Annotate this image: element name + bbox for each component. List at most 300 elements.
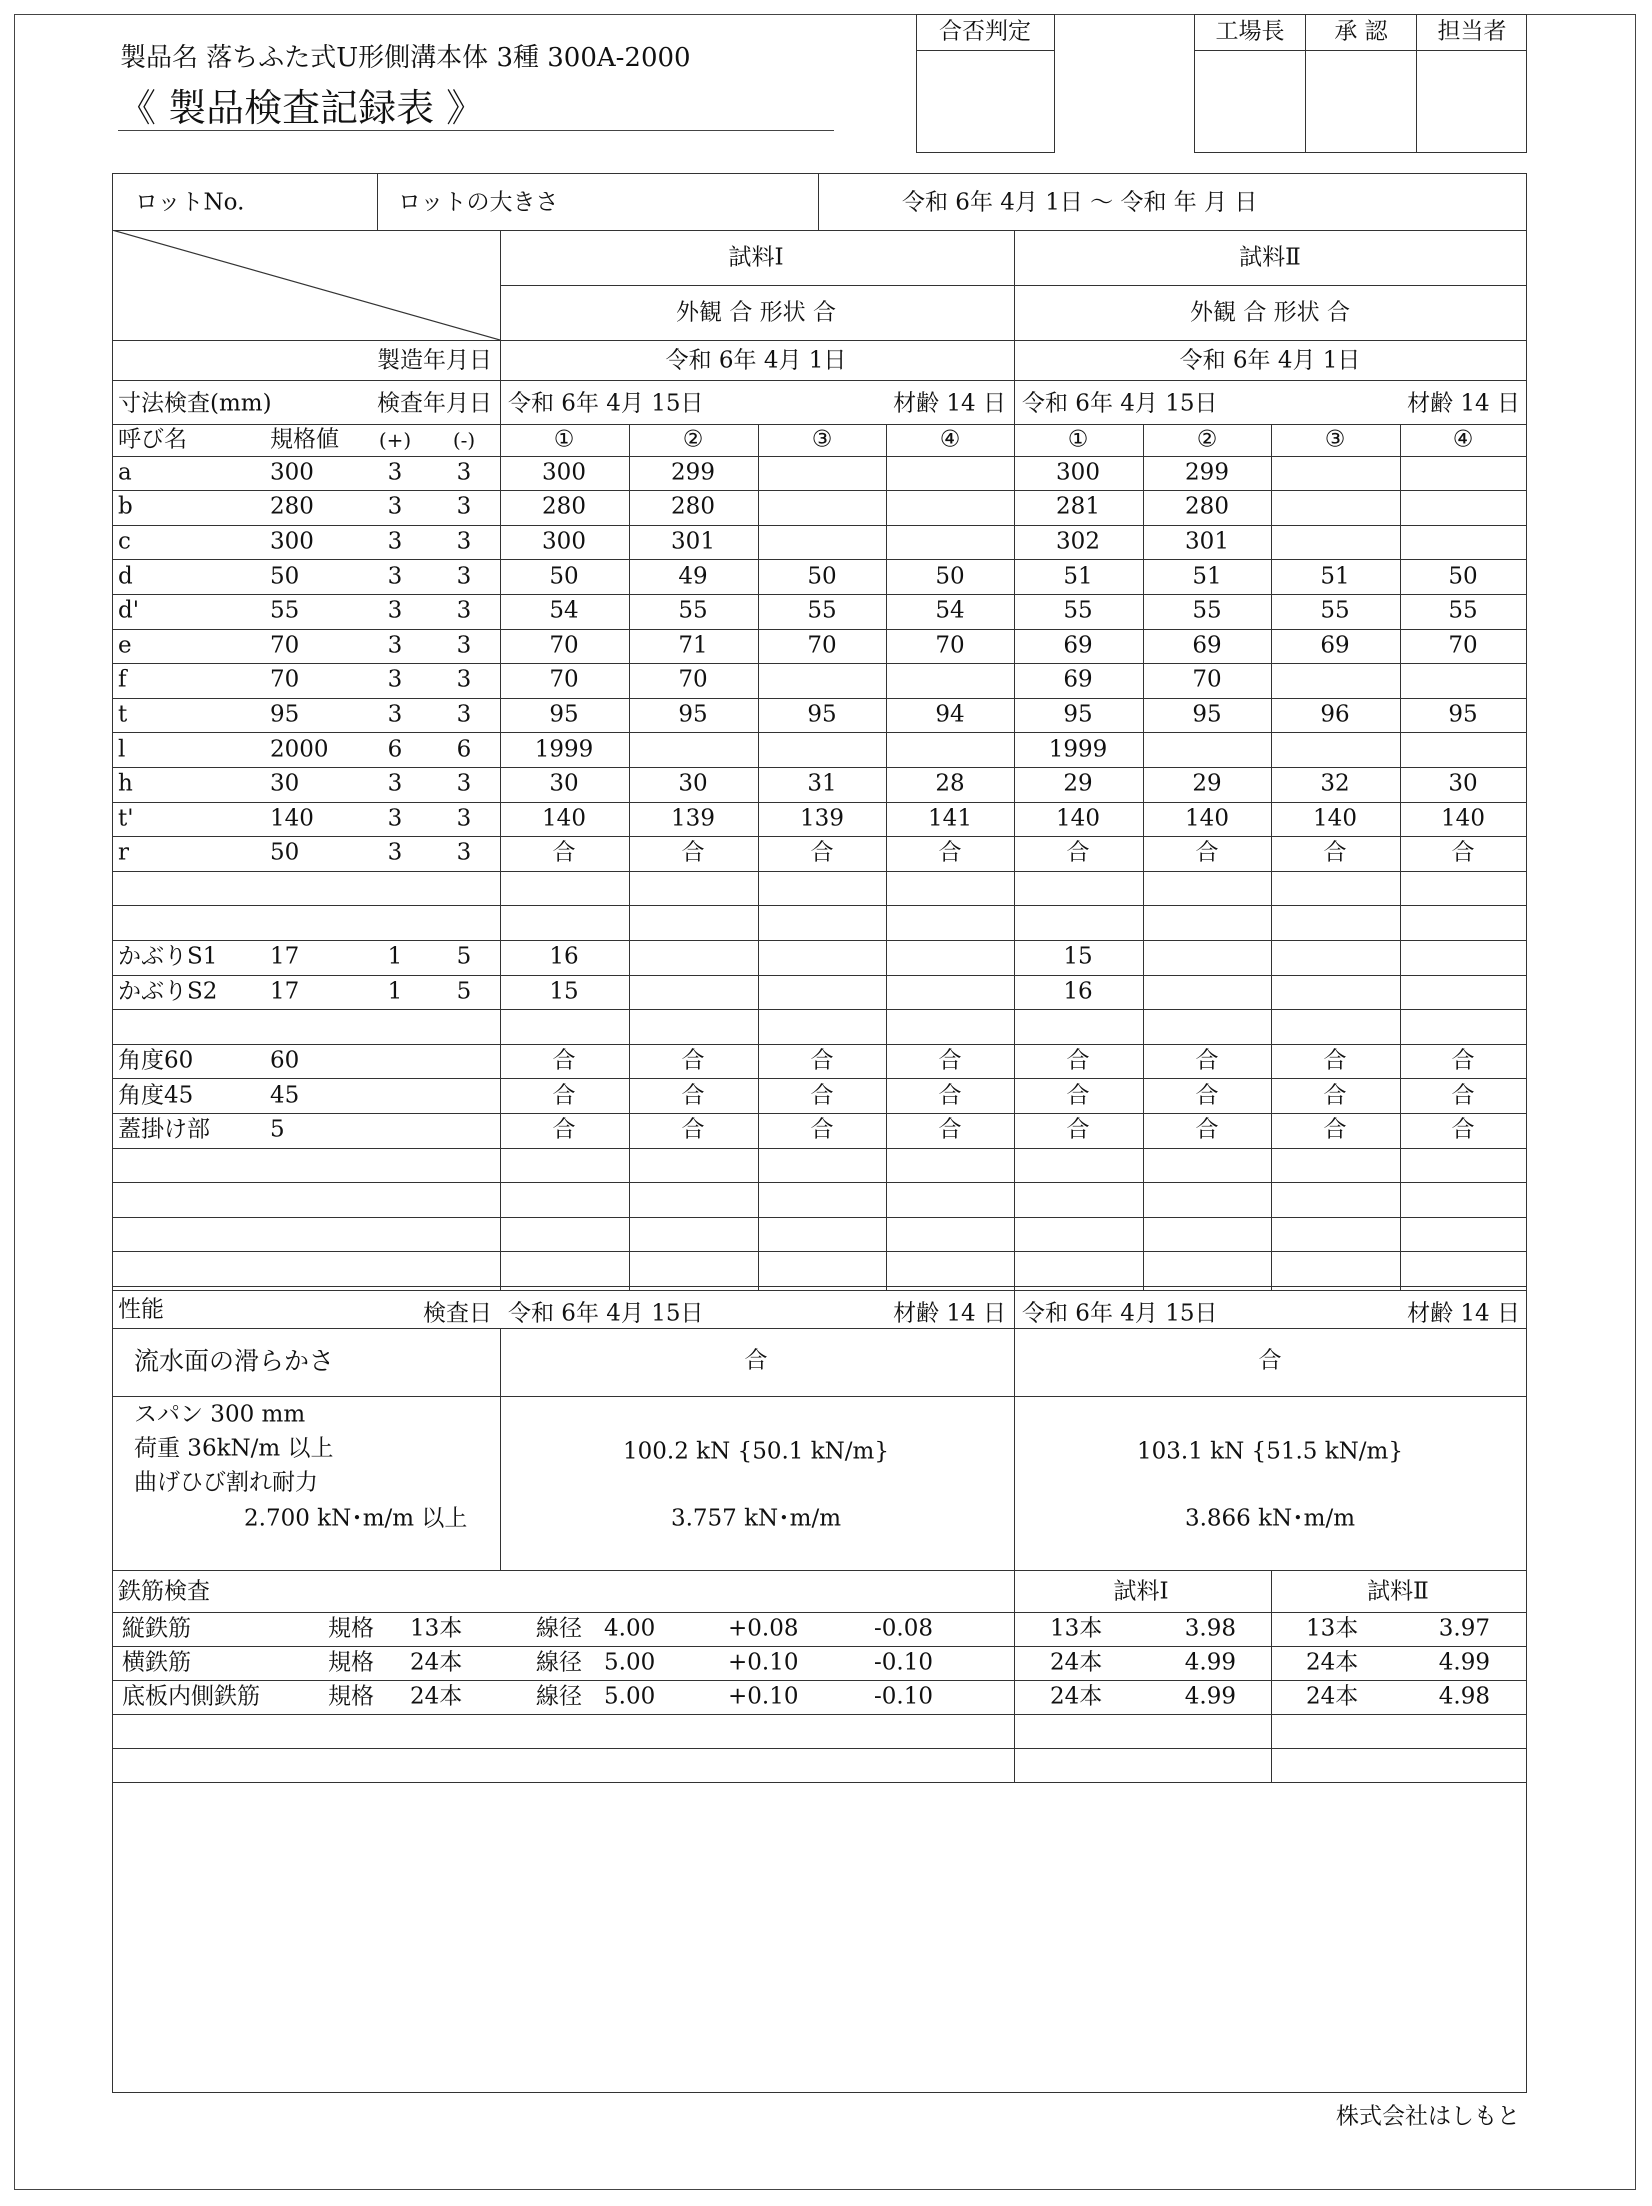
rebar-name: 横鉄筋 [122,1649,191,1676]
dim-row-minus: 3 [456,770,472,797]
dim-row-value: 合 [938,839,962,866]
dim-row-value: 合 [681,1116,705,1143]
dim-row-plus: 3 [387,839,403,866]
dim-row-minus: 3 [456,701,472,728]
dim-row-value: 合 [552,1116,576,1143]
dim-row-value: 300 [542,528,586,555]
dims-inspect-label: 検査年月日 [377,390,492,417]
dim-row-value: 31 [807,770,837,797]
dim-row-value: 71 [678,632,708,659]
dim-row-value: 50 [807,563,837,590]
dim-row-value: 55 [1063,597,1093,624]
dim-row-value: 140 [1185,805,1229,832]
dim-row-value: 51 [1063,563,1093,590]
title-underline [118,130,834,131]
dim-row-value: 50 [1448,563,1478,590]
lot-no-label: ロットNo. [135,189,245,216]
grid-line [112,1044,1527,1045]
col-spec-header: 規格値 [270,426,339,453]
rebar-s1-count: 13本 [1050,1615,1103,1642]
dim-row-minus: 3 [456,563,472,590]
dim-row-value: 302 [1056,528,1100,555]
grid-line [1143,424,1144,1290]
piece-number: ③ [811,426,833,453]
dim-row-name: r [118,839,129,866]
dim-row-value: 140 [1313,805,1357,832]
piece-number: ④ [939,426,961,453]
rebar-s2-count: 24本 [1306,1649,1359,1676]
dim-row-value: 合 [938,1082,962,1109]
dim-row-spec: 5 [270,1116,285,1143]
dim-row-plus: 3 [387,805,403,832]
sample-2-mfg-date: 令和 6年 4月 1日 [1179,347,1361,374]
piece-number: ② [1196,426,1218,453]
grid-line [1014,230,1015,1290]
dim-row-minus: 3 [456,666,472,693]
dim-row-name: e [118,632,132,659]
dim-row-value: 29 [1192,770,1222,797]
grid-line [1400,424,1401,1290]
dim-row-name: かぶりS2 [118,978,218,1005]
grid-line [1271,1570,1272,1782]
dim-row-value: 55 [678,597,708,624]
rebar-dia-label: 線径 [536,1615,582,1642]
dim-row-value: 15 [1063,943,1093,970]
rebar-spec: 規格 [328,1683,374,1710]
dim-row-value: 54 [549,597,579,624]
dim-row-value: 1999 [534,736,594,763]
dim-row-value: 合 [681,1047,705,1074]
grid-line [112,1148,1527,1149]
dim-row-value: 55 [1192,597,1222,624]
dim-row-value: 301 [671,528,715,555]
dim-row-value: 300 [1056,459,1100,486]
grid-line [112,698,1527,699]
dim-row-value: 70 [807,632,837,659]
dim-row-plus: 3 [387,597,403,624]
grid-line [112,802,1527,803]
dim-row-value: 合 [1323,1047,1347,1074]
dim-row-value: 1999 [1048,736,1108,763]
lot-period: 令和 6年 4月 1日 〜 令和 年 月 日 [902,189,1258,216]
dim-row-plus: 3 [387,563,403,590]
dim-row-value: 140 [542,805,586,832]
dim-row-value: 140 [1056,805,1100,832]
dim-row-value: 合 [810,839,834,866]
grid-line [377,173,378,230]
col-minus-header: (-) [452,428,476,452]
dim-row-value: 51 [1320,563,1350,590]
dim-row-value: 95 [1448,701,1478,728]
rebar-s2-count: 24本 [1306,1683,1359,1710]
dim-row-name: f [118,666,127,693]
dim-row-value: 合 [1195,1047,1219,1074]
dim-row-spec: 55 [270,597,300,624]
dim-row-minus: 3 [456,493,472,520]
dim-row-spec: 17 [270,978,300,1005]
dims-date-s1: 令和 6年 4月 15日 [508,390,704,417]
dim-row-value: 70 [678,666,708,693]
dim-row-value: 合 [1066,839,1090,866]
dim-row-name: d [118,563,133,590]
dim-row-value: 70 [1448,632,1478,659]
grid-line [1014,1570,1015,1782]
grid-line [886,424,887,1290]
dim-row-value: 300 [542,459,586,486]
grid-line [112,1646,1527,1647]
dim-row-plus: 1 [387,943,403,970]
grid-line [112,767,1527,768]
performance-date-s1: 令和 6年 4月 15日 [508,1300,704,1327]
dim-row-minus: 3 [456,632,472,659]
dim-row-plus: 3 [387,493,403,520]
dim-row-value: 30 [678,770,708,797]
product-line: 製品名 落ちふた式U形側溝本体 3種 300A-2000 [120,43,691,73]
rebar-name: 縦鉄筋 [122,1615,191,1642]
grid-line [112,380,1527,381]
bend-result-s1: 3.757 kN･m/m [670,1505,842,1532]
dim-row-minus: 6 [456,736,472,763]
grid-line [112,1714,1527,1715]
dim-row-value: 49 [678,563,708,590]
lot-size-label: ロットの大きさ [398,189,559,216]
dim-row-plus: 3 [387,666,403,693]
mfg-date-label: 製造年月日 [377,347,492,374]
dim-row-value: 139 [671,805,715,832]
rebar-plus: +0.10 [728,1683,799,1710]
performance-age-s1: 材齢 14 日 [893,1300,1006,1327]
grid-line [1271,424,1272,1290]
dim-row-value: 合 [681,839,705,866]
grid-line [112,1251,1527,1252]
grid-line [112,525,1527,526]
dim-row-minus: 3 [456,839,472,866]
dim-row-value: 32 [1320,770,1350,797]
dim-row-minus: 5 [456,943,472,970]
rebar-s2-value: 3.97 [1438,1615,1490,1642]
dim-row-name: b [118,493,133,520]
grid-line [112,1328,1527,1329]
dim-row-spec: 17 [270,943,300,970]
grid-line [112,940,1527,941]
sample-1-mfg-date: 令和 6年 4月 1日 [665,347,847,374]
grid-line [112,1113,1527,1114]
dim-row-spec: 95 [270,701,300,728]
approval-label-manager: 工場長 [1215,18,1285,45]
grid-line [112,905,1527,906]
rebar-s1-value: 3.98 [1184,1615,1236,1642]
dim-row-minus: 3 [456,528,472,555]
dim-row-plus: 3 [387,528,403,555]
dim-row-value: 16 [1063,978,1093,1005]
dim-row-value: 合 [552,1082,576,1109]
dim-row-plus: 3 [387,770,403,797]
dim-row-value: 合 [1066,1116,1090,1143]
approval-label-approve: 承 認 [1334,18,1388,45]
sample-2-appearance: 外観 合 形状 合 [1190,299,1350,326]
dim-row-value: 合 [681,1082,705,1109]
dim-row-value: 70 [549,666,579,693]
dim-row-value: 141 [928,805,972,832]
grid-line [112,594,1527,595]
rebar-dia: 5.00 [604,1683,656,1710]
grid-line [500,1328,501,1570]
dim-row-value: 280 [1185,493,1229,520]
dim-row-value: 合 [1323,839,1347,866]
rebar-spec: 規格 [328,1615,374,1642]
grid-line [112,1680,1527,1681]
dim-row-spec: 2000 [270,736,329,763]
dim-row-value: 95 [1063,701,1093,728]
dim-row-value: 70 [935,632,965,659]
grid-line [112,1217,1527,1218]
dim-row-spec: 280 [270,493,314,520]
dim-row-value: 合 [1195,1082,1219,1109]
dim-row-value: 70 [1192,666,1222,693]
dim-row-plus: 1 [387,978,403,1005]
grid-line [112,871,1527,872]
doc-title: 《 製品検査記録表 》 [118,86,485,130]
rebar-dia-label: 線径 [536,1649,582,1676]
dim-row-name: 角度60 [118,1047,194,1074]
load-result-s1: 100.2 kN {50.1 kN/m} [623,1438,889,1465]
rebar-plus: +0.10 [728,1649,799,1676]
rebar-minus: -0.10 [874,1683,933,1710]
rebar-s1-value: 4.99 [1184,1683,1236,1710]
dim-row-value: 合 [810,1082,834,1109]
dim-row-spec: 60 [270,1047,300,1074]
grid-line [112,340,1527,341]
piece-number: ④ [1452,426,1474,453]
bend-spec: 2.700 kN･m/m 以上 [244,1505,468,1532]
dim-row-value: 29 [1063,770,1093,797]
rebar-dia: 5.00 [604,1649,656,1676]
dim-row-value: 合 [938,1116,962,1143]
header-diagonal [112,230,500,340]
dim-row-value: 合 [938,1047,962,1074]
grid-line [500,230,501,1290]
dim-row-value: 合 [1066,1082,1090,1109]
dim-row-minus: 5 [456,978,472,1005]
dim-row-value: 96 [1320,701,1350,728]
dim-row-value: 54 [935,597,965,624]
dims-date-s2: 令和 6年 4月 15日 [1022,390,1218,417]
dim-row-value: 51 [1192,563,1222,590]
dim-row-name: a [118,459,132,486]
dims-age-s2: 材齢 14 日 [1407,390,1520,417]
dim-row-spec: 140 [270,805,314,832]
dim-row-plus: 3 [387,459,403,486]
dim-row-value: 55 [1320,597,1350,624]
dim-row-value: 30 [1448,770,1478,797]
span-label: スパン 300 mm [134,1401,306,1428]
dim-row-value: 95 [549,701,579,728]
approval-label-person: 担当者 [1437,18,1507,45]
dim-row-value: 281 [1056,493,1100,520]
dim-row-value: 69 [1063,632,1093,659]
bend-label: 曲げひび割れ耐力 [134,1469,318,1496]
bend-result-s2: 3.866 kN･m/m [1184,1505,1356,1532]
rebar-minus: -0.08 [874,1615,933,1642]
grid-line [112,559,1527,560]
rebar-s2-heading: 試料Ⅱ [1367,1578,1429,1605]
dim-row-value: 16 [549,943,579,970]
grid-line [112,629,1527,630]
dim-row-spec: 50 [270,563,300,590]
dim-row-value: 28 [935,770,965,797]
performance-age-s2: 材齢 14 日 [1407,1300,1520,1327]
dim-row-spec: 300 [270,459,314,486]
dim-row-value: 299 [671,459,715,486]
dim-row-name: c [118,528,131,555]
dim-row-spec: 50 [270,839,300,866]
grid-line [112,1612,1527,1613]
dim-row-name: t' [118,805,134,832]
grid-line [112,1396,1527,1397]
dim-row-name: l [118,736,126,763]
grid-line [112,663,1527,664]
grid-line [112,1570,1527,1571]
dim-row-value: 合 [1451,1082,1475,1109]
piece-number: ② [682,426,704,453]
dim-row-value: 合 [1323,1116,1347,1143]
dim-row-value: 69 [1192,632,1222,659]
rebar-s1-heading: 試料Ⅰ [1113,1578,1169,1605]
dim-row-minus: 3 [456,805,472,832]
rebar-dia: 4.00 [604,1615,656,1642]
dim-row-value: 50 [549,563,579,590]
dim-row-value: 15 [549,978,579,1005]
dim-row-value: 合 [1451,839,1475,866]
dim-row-value: 合 [810,1047,834,1074]
dim-row-value: 合 [1195,839,1219,866]
dim-row-value: 合 [1451,1116,1475,1143]
rebar-count: 24本 [410,1683,463,1710]
dim-row-value: 55 [807,597,837,624]
rebar-label: 鉄筋検査 [118,1578,210,1605]
dim-row-minus: 3 [456,459,472,486]
piece-number: ③ [1324,426,1346,453]
grid-line [112,1782,1527,1783]
company-name: 株式会社はしもと [1336,2103,1520,2130]
dim-row-name: 角度45 [118,1082,194,1109]
grid-line [758,424,759,1290]
dim-row-value: 95 [1192,701,1222,728]
dim-row-value: 30 [549,770,579,797]
grid-line [1014,1290,1015,1570]
grid-line [112,1182,1527,1183]
grid-line [112,1290,1527,1291]
dim-row-name: d' [118,597,140,624]
rebar-spec: 規格 [328,1649,374,1676]
pass-fail-label: 合否判定 [939,18,1031,45]
dim-row-value: 69 [1063,666,1093,693]
dim-row-plus: 6 [387,736,403,763]
performance-label: 性能 [118,1296,164,1323]
dim-row-name: かぶりS1 [118,943,218,970]
dim-row-value: 合 [1323,1082,1347,1109]
rebar-s1-count: 24本 [1050,1683,1103,1710]
performance-inspect-label: 検査日 [423,1300,492,1327]
grid-line [629,424,630,1290]
grid-line [112,490,1527,491]
dim-row-spec: 70 [270,632,300,659]
dim-row-value: 合 [1451,1047,1475,1074]
grid-line [818,173,819,230]
col-name-header: 呼び名 [118,426,187,453]
sample-1-appearance: 外観 合 形状 合 [676,299,836,326]
rebar-minus: -0.10 [874,1649,933,1676]
dim-row-name: h [118,770,133,797]
piece-number: ① [1067,426,1089,453]
col-plus-header: (+) [378,428,412,452]
dim-row-plus: 3 [387,632,403,659]
dim-row-value: 95 [807,701,837,728]
rebar-s1-count: 24本 [1050,1649,1103,1676]
rebar-s2-value: 4.99 [1438,1649,1490,1676]
grid-line [112,1286,1527,1287]
dim-row-value: 280 [671,493,715,520]
dim-row-name: 蓋掛け部 [118,1116,210,1143]
dim-row-value: 95 [678,701,708,728]
dim-row-name: t [118,701,128,728]
rebar-s2-value: 4.98 [1438,1683,1490,1710]
dim-row-value: 301 [1185,528,1229,555]
dim-row-value: 299 [1185,459,1229,486]
dim-row-value: 55 [1448,597,1478,624]
dim-row-value: 合 [552,1047,576,1074]
piece-number: ① [553,426,575,453]
dim-row-value: 69 [1320,632,1350,659]
dim-row-value: 139 [800,805,844,832]
smoothness-label: 流水面の滑らかさ [134,1346,335,1376]
dim-row-value: 合 [552,839,576,866]
grid-line [112,1009,1527,1010]
dim-row-value: 50 [935,563,965,590]
dim-row-value: 94 [935,701,965,728]
sample-1-heading: 試料Ⅰ [728,244,784,271]
rebar-dia-label: 線径 [536,1683,582,1710]
sample-2-heading: 試料Ⅱ [1239,244,1301,271]
dims-section-label: 寸法検査(mm) [118,390,272,417]
grid-line [112,1078,1527,1079]
smoothness-s1: 合 [744,1347,768,1374]
dim-row-spec: 45 [270,1082,300,1109]
rebar-plus: +0.08 [728,1615,799,1642]
performance-date-s2: 令和 6年 4月 15日 [1022,1300,1218,1327]
grid-line [112,975,1527,976]
load-result-s2: 103.1 kN {51.5 kN/m} [1137,1438,1403,1465]
rebar-count: 24本 [410,1649,463,1676]
grid-line [112,1748,1527,1749]
grid-line [112,836,1527,837]
dims-age-s1: 材齢 14 日 [893,390,1006,417]
dim-row-spec: 30 [270,770,300,797]
dim-row-value: 合 [810,1116,834,1143]
dim-row-minus: 3 [456,597,472,624]
rebar-s1-value: 4.99 [1184,1649,1236,1676]
dim-row-value: 70 [549,632,579,659]
grid-line [112,732,1527,733]
dim-row-plus: 3 [387,701,403,728]
grid-line [112,424,1527,425]
smoothness-s2: 合 [1258,1347,1282,1374]
dim-row-value: 280 [542,493,586,520]
rebar-s2-count: 13本 [1306,1615,1359,1642]
load-label: 荷重 36kN/m 以上 [134,1435,334,1462]
dim-row-spec: 70 [270,666,300,693]
grid-line [112,456,1527,457]
